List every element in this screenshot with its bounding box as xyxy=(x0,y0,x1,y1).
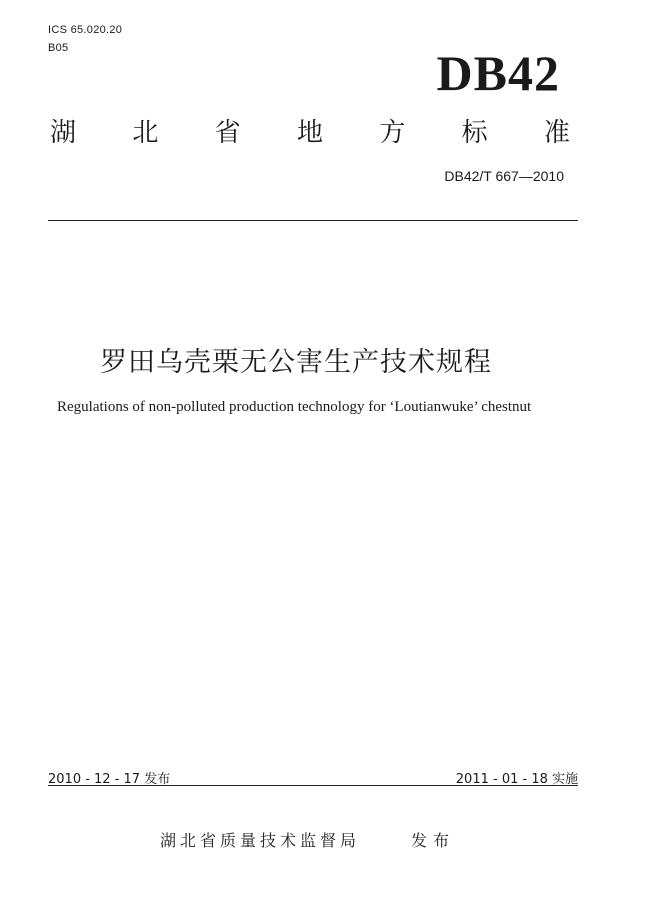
ccs-code: B05 xyxy=(48,42,69,54)
implementation-date: 2011 - 01 - 18 实施 xyxy=(455,772,578,787)
ics-code: ICS 65.020.20 xyxy=(48,24,123,36)
standard-type-char: 省 xyxy=(214,118,241,148)
standard-number: DB42/T 667—2010 xyxy=(444,168,564,184)
title-english: Regulations of non-polluted production technology for ‘Loutianwuke’ chestnut xyxy=(57,399,532,415)
standard-type-char: 地 xyxy=(296,118,323,148)
standard-type-char: 北 xyxy=(132,118,159,148)
standard-type xyxy=(50,112,570,149)
standard-type-char: 方 xyxy=(379,118,406,148)
issue-date: 2010 - 12 - 17 发布 xyxy=(48,772,171,787)
publish-label: 发布 xyxy=(411,831,456,850)
publisher: 湖北省质量技术监督局 xyxy=(160,831,361,850)
standard-code: DB42 xyxy=(436,45,560,101)
header-divider xyxy=(48,220,578,221)
standard-type-char: 标 xyxy=(461,118,488,148)
standard-type-char: 湖 xyxy=(50,118,77,148)
footer-divider xyxy=(48,785,578,786)
standard-type-char: 准 xyxy=(543,118,570,148)
title-chinese: 罗田乌壳栗无公害生产技术规程 xyxy=(100,347,492,378)
